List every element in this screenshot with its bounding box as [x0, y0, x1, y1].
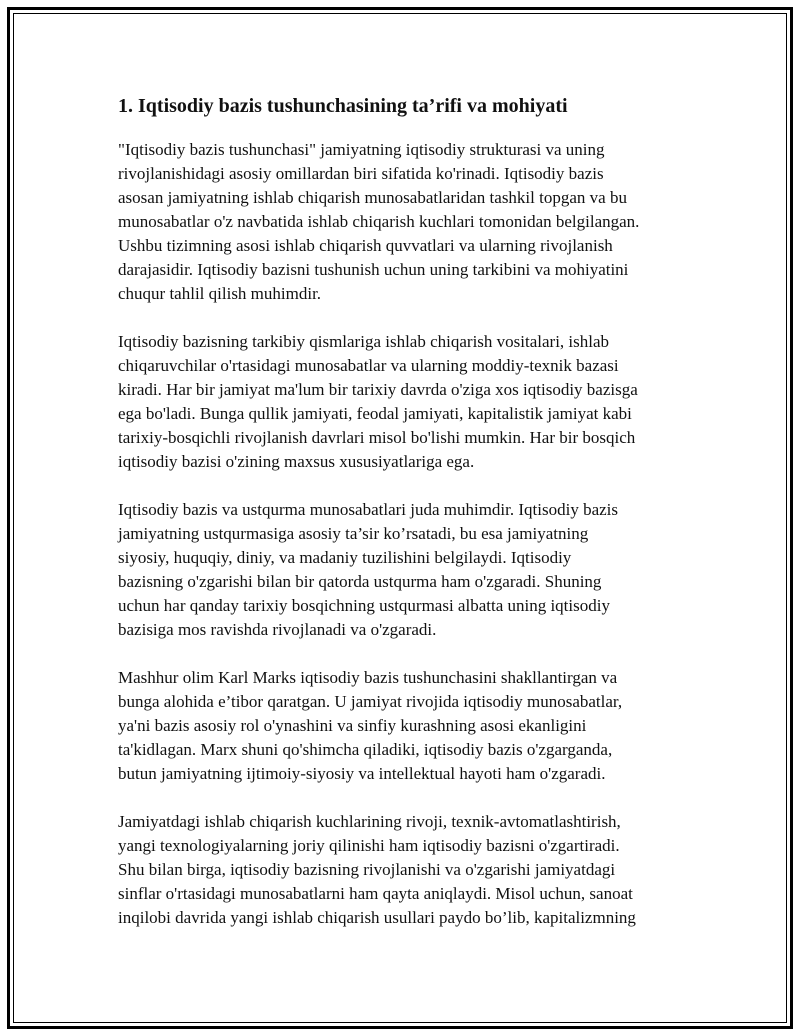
- paragraph-5: Jamiyatdagi ishlab chiqarish kuchlarining rivoji, texnik-avtomatlashtirish, yangi texnologiyalarning joriy qilinishi ham iqtisodiy bazisni o'zgartiradi. Shu bilan birga, iqtisodiy bazisning rivojlanishi va o'zgarishi jamiyatdagi sinflar o'rtasidagi munosabatlarni ham qayta aniqlaydi. Misol uchun, sanoat inqilobi davrida yangi ishlab chiqarish usullari paydo bo’lib, kapitalizmning: [118, 812, 636, 927]
- paragraph-1: "Iqtisodiy bazis tushunchasi" jamiyatning iqtisodiy strukturasi va uning rivojlanishidagi asosiy omillardan biri sifatida ko'rinadi. Iqtisodiy bazis asosan jamiyatning ishlab chiqarish munosabatlaridan tashkil topgan va bu munosabatlar o'z navbatida ishlab chiqarish kuchlari tomonidan belgilangan. Ushbu tizimning asosi ishlab chiqarish quvvatlari va ularning rivojlanish darajasidir. Iqtisodiy bazisni tushunish uchun uning tarkibini va mohiyatini chuqur tahlil qilish muhimdir.: [118, 140, 640, 303]
- paragraph-4: Mashhur olim Karl Marks iqtisodiy bazis tushunchasini shakllantirgan va bunga alohida e’tibor qaratgan. U jamiyat rivojida iqtisodiy munosabatlar, ya'ni bazis asosiy rol o'ynashini va sinfiy kurashning asosi ekanligini ta'kidlagan. Marx shuni qo'shimcha qiladiki, iqtisodiy bazis o'zgarganda, butun jamiyatning ijtimoiy-siyosiy va intellektual hayoti ham o'zgaradi.: [118, 668, 623, 783]
- paragraph-2: Iqtisodiy bazisning tarkibiy qismlariga ishlab chiqarish vositalari, ishlab chiqaruvchilar o'rtasidagi munosabatlar va ularning moddiy-texnik bazasi kiradi. Har bir jamiyat ma'lum bir tarixiy davrda o'ziga xos iqtisodiy bazisga ega bo'ladi. Bunga qullik jamiyati, feodal jamiyati, kapitalistik jamiyat kabi tarixiy-bosqichli rivojlanish davrlari misol bo'lishi mumkin. Har bir bosqich iqtisodiy bazisi o'zining maxsus xususiyatlariga ega.: [118, 332, 638, 471]
- paragraph-3: Iqtisodiy bazis va ustqurma munosabatlari juda muhimdir. Iqtisodiy bazis jamiyatning ustqurmasiga asosiy ta’sir ko’rsatadi, bu esa jamiyatning siyosiy, huquqiy, diniy, va madaniy tuzilishini belgilaydi. Iqtisodiy bazisning o'zgarishi bilan bir qatorda ustqurma ham o'zgaradi. Shuning uchun har qanday tarixiy bosqichning ustqurmasi albatta uning iqtisodiy bazisiga mos ravishda rivojlanadi va o'zgaradi.: [118, 500, 619, 639]
- section-heading: 1. Iqtisodiy bazis tushunchasining ta’rifi va mohiyati: [118, 95, 568, 117]
- document-body: [118, 92, 698, 954]
